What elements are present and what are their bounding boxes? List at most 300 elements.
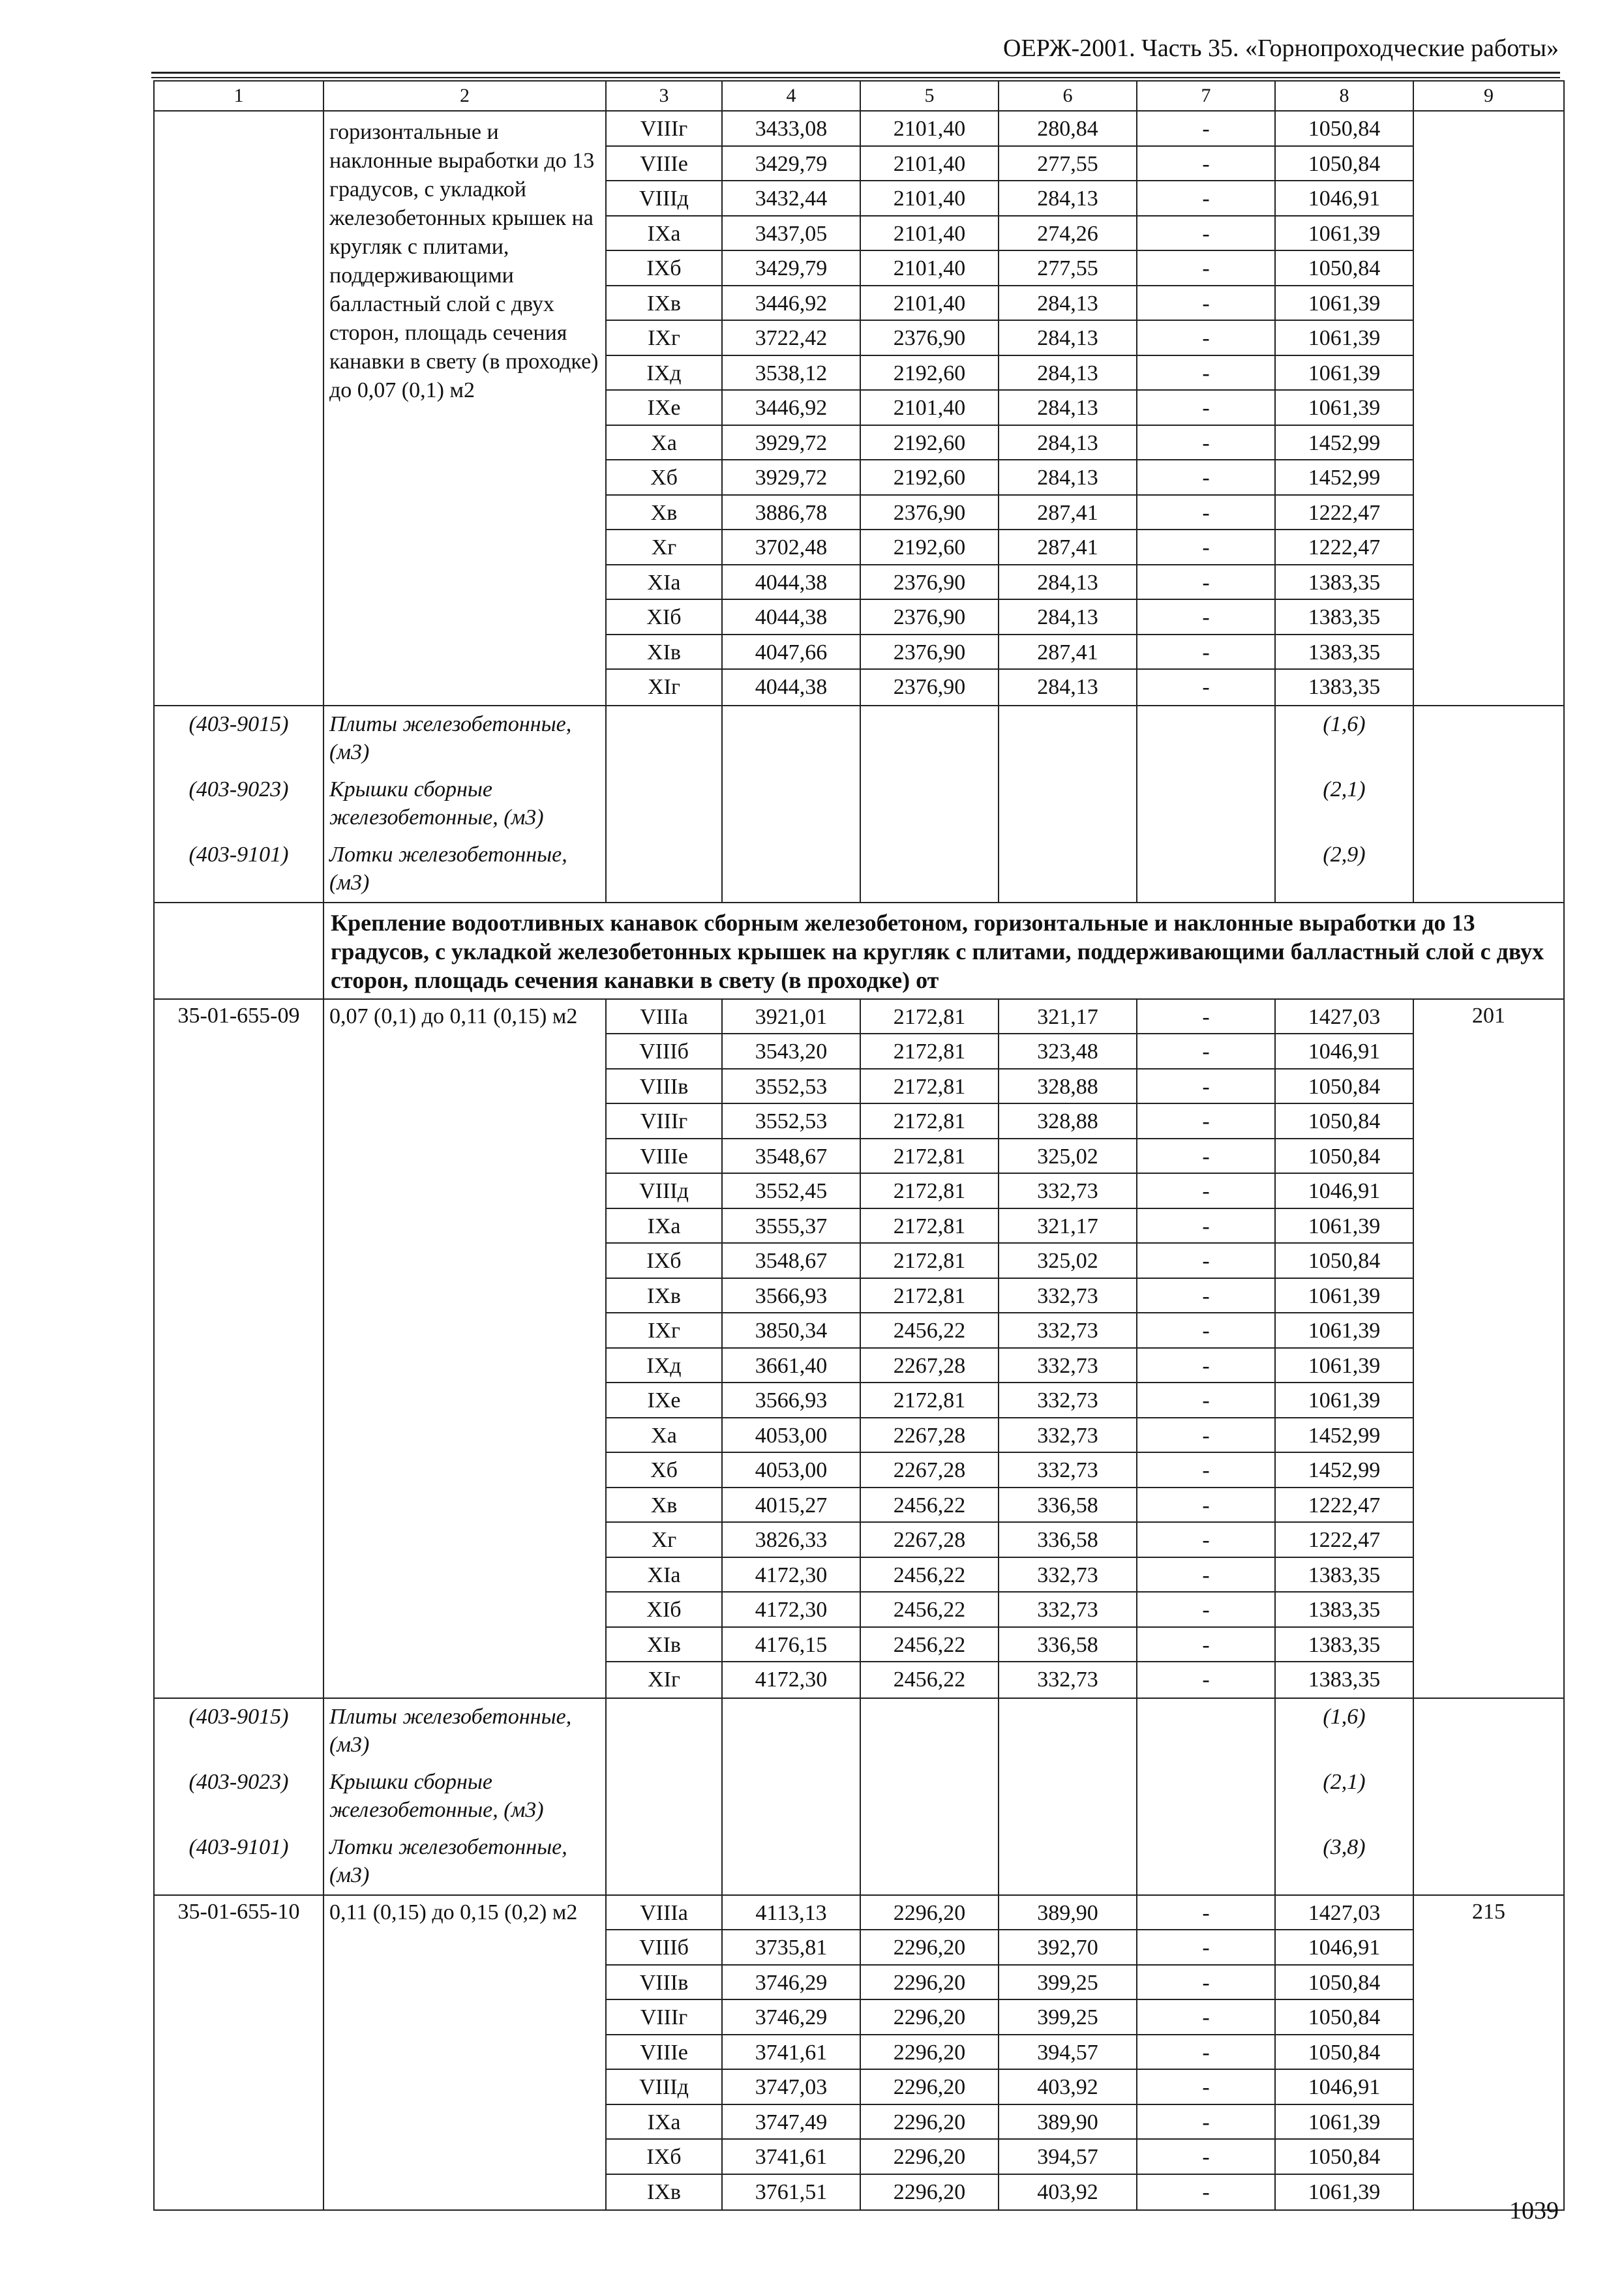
table-cell: 2192,60 <box>861 530 998 565</box>
empty-cell <box>722 1698 860 1895</box>
table-cell: IXа <box>607 2105 721 2140</box>
table-cell: IXб <box>607 251 721 286</box>
table-cell: 399,25 <box>999 1966 1136 2001</box>
table-cell: - <box>1202 2179 1210 2204</box>
table-cell: - <box>1137 2000 1274 2035</box>
table-cell: 3746,29 <box>723 2000 860 2035</box>
table-cell: IXб <box>607 2140 721 2175</box>
table-cell: - <box>1137 2070 1274 2105</box>
table-cell: 1061,39 <box>1276 1279 1413 1314</box>
rates-table <box>153 80 1565 2211</box>
table-cell: 2296,20 <box>861 2070 998 2105</box>
table-cell: 1383,35 <box>1276 600 1413 635</box>
table-cell: 1061,39 <box>1276 391 1413 426</box>
table-cell: 2296,20 <box>861 1930 998 1966</box>
empty-cell <box>722 706 860 903</box>
page-header: ОЕРЖ-2001. Часть 35. «Горнопроходческие работы» <box>1003 35 1559 62</box>
table-cell: 2296,20 <box>861 2140 998 2175</box>
table-cell: Xг <box>607 530 721 565</box>
table-cell: 3722,42 <box>723 321 860 356</box>
category-column <box>606 999 722 1698</box>
labor-hours: 201 <box>1413 999 1564 1698</box>
table-cell: 1061,39 <box>1276 1383 1413 1418</box>
table-cell: 3826,33 <box>723 1523 860 1558</box>
table-cell: 2172,81 <box>861 1104 998 1139</box>
labor-wages-column <box>860 1895 999 2211</box>
table-cell: - <box>1137 356 1274 391</box>
table-cell: VIIIе <box>607 1139 721 1174</box>
rate-code: 35-01-655-10 <box>154 1895 323 2211</box>
table-cell: - <box>1137 1000 1274 1035</box>
direct-costs-column <box>722 111 860 706</box>
table-cell: VIIIг <box>607 1104 721 1139</box>
table-cell: IXв <box>607 286 721 322</box>
table-cell: 277,55 <box>999 251 1136 286</box>
table-cell: 332,73 <box>999 1279 1136 1314</box>
work-description: 0,07 (0,1) до 0,11 (0,15) м2 <box>323 999 606 1698</box>
column-number: 7 <box>1137 81 1275 111</box>
table-cell: XIа <box>607 1558 721 1593</box>
table-cell: 4044,38 <box>723 600 860 635</box>
table-cell: 321,17 <box>999 1209 1136 1244</box>
table-cell: - <box>1137 1628 1274 1663</box>
table-cell: - <box>1137 1383 1274 1418</box>
table-cell: 2172,81 <box>861 1244 998 1279</box>
machine-operation-column <box>999 111 1137 706</box>
table-cell: 2376,90 <box>861 321 998 356</box>
table-cell: 2192,60 <box>861 426 998 461</box>
material-values <box>1275 706 1413 903</box>
table-cell: 323,48 <box>999 1034 1136 1070</box>
table-cell: 3446,92 <box>723 286 860 322</box>
table-cell: - <box>1137 286 1274 322</box>
table-cell: 3446,92 <box>723 391 860 426</box>
work-description: горизонтальные и наклонные выработки до 13 градусов, с укладкой железобетонных крышек на кругляк с плитами, поддерживающими балластный слой с двух сторон, площадь сечения канавки в свету (в проходке) до 0,07 (0,1) м2 <box>323 111 606 706</box>
table-cell: 332,73 <box>999 1174 1136 1209</box>
table-cell: 1050,84 <box>1276 1139 1413 1174</box>
table-cell: VIIIд <box>607 181 721 217</box>
table-cell: 287,41 <box>999 496 1136 531</box>
table-cell: 1061,39 <box>1276 217 1413 252</box>
table-cell: 394,57 <box>999 2035 1136 2071</box>
table-cell: - <box>1137 1418 1274 1454</box>
material-name: Плиты железобетонные, (м3) <box>329 711 572 764</box>
table-cell: 2456,22 <box>861 1313 998 1349</box>
table-cell: XIг <box>648 675 680 699</box>
rate-block-35-01-655-09 <box>154 999 1564 1698</box>
table-cell: 328,88 <box>999 1104 1136 1139</box>
labor-hours-cell <box>1413 111 1564 706</box>
table-cell: VIIIа <box>607 1000 721 1035</box>
table-cell: 2172,81 <box>861 1383 998 1418</box>
table-cell: 3741,61 <box>723 2140 860 2175</box>
table-cell: 3555,37 <box>723 1209 860 1244</box>
material-quantity: (1,6) <box>1323 1704 1366 1729</box>
table-cell: - <box>1137 1313 1274 1349</box>
table-cell: 2172,81 <box>861 1209 998 1244</box>
table-cell: XIб <box>607 600 721 635</box>
section-title-row <box>154 903 1564 999</box>
table-cell: 2172,81 <box>861 1279 998 1314</box>
table-cell: - <box>1137 530 1274 565</box>
table-cell: 1046,91 <box>1276 181 1413 217</box>
table-cell: VIIIе <box>607 147 721 182</box>
table-cell: 325,02 <box>999 1244 1136 1279</box>
table-cell: 287,41 <box>999 635 1136 670</box>
table-cell: 3552,53 <box>723 1070 860 1105</box>
work-description: 0,11 (0,15) до 0,15 (0,2) м2 <box>323 1895 606 2211</box>
section-title: Крепление водоотливных канавок сборным железобетоном, горизонтальные и наклонные выработки до 13 градусов, с укладкой железобетонных крышек на кругляк с плитами, поддерживающими балластный слой с двух сторон, площадь сечения канавки в свету (в проходке) от <box>323 903 1564 999</box>
table-cell: 2376,90 <box>861 635 998 670</box>
table-cell: - <box>1137 565 1274 601</box>
labor-wages-column <box>860 111 999 706</box>
header-rule-thin <box>151 77 1560 78</box>
table-cell: 4044,38 <box>755 675 828 699</box>
material-code: (403-9015) <box>188 711 289 736</box>
column-number: 5 <box>860 81 999 111</box>
table-cell: 1046,91 <box>1276 1034 1413 1070</box>
table-cell: 3702,48 <box>723 530 860 565</box>
materials-cost-column <box>1275 1895 1413 2211</box>
table-cell: 3929,72 <box>723 426 860 461</box>
table-cell: - <box>1137 1244 1274 1279</box>
table-cell: 2101,40 <box>861 217 998 252</box>
table-cell: 332,73 <box>999 1558 1136 1593</box>
table-cell: 332,73 <box>1037 1668 1098 1692</box>
table-cell: 4053,00 <box>723 1418 860 1454</box>
table-cell: 284,13 <box>999 286 1136 322</box>
empty-cell <box>1137 1698 1275 1895</box>
material-quantity: (3,8) <box>1323 1834 1366 1859</box>
driver-wages-column <box>1137 111 1275 706</box>
table-cell: - <box>1137 147 1274 182</box>
table-cell: 321,17 <box>999 1000 1136 1035</box>
table-cell: 328,88 <box>999 1070 1136 1105</box>
table-cell: - <box>1137 1139 1274 1174</box>
table-cell: 1061,39 <box>1276 356 1413 391</box>
table-cell: 2172,81 <box>861 1034 998 1070</box>
table-cell: 2267,28 <box>861 1453 998 1488</box>
table-cell: 1050,84 <box>1276 251 1413 286</box>
column-number: 9 <box>1413 81 1564 111</box>
table-cell: 287,41 <box>999 530 1136 565</box>
empty-cell <box>860 1698 999 1895</box>
table-cell: 3850,34 <box>723 1313 860 1349</box>
table-cell: XIа <box>607 565 721 601</box>
table-cell: - <box>1137 2105 1274 2140</box>
table-cell: IXа <box>607 1209 721 1244</box>
table-cell: IXг <box>607 1313 721 1349</box>
direct-costs-column <box>722 1895 860 2211</box>
table-cell: 2192,60 <box>861 356 998 391</box>
table-cell: 1050,84 <box>1276 1070 1413 1105</box>
table-cell: - <box>1137 1488 1274 1523</box>
table-cell: Xв <box>607 496 721 531</box>
table-cell: 284,13 <box>999 600 1136 635</box>
table-cell: 332,73 <box>999 1349 1136 1384</box>
table-cell: 1050,84 <box>1276 1966 1413 2001</box>
table-cell: VIIIд <box>607 2070 721 2105</box>
table-cell: IXв <box>607 1279 721 1314</box>
table-cell: VIIIа <box>607 1896 721 1931</box>
table-cell: 284,13 <box>999 181 1136 217</box>
table-cell: 4172,30 <box>723 1558 860 1593</box>
table-cell: 2296,20 <box>861 2105 998 2140</box>
table-cell: 3761,51 <box>755 2179 828 2204</box>
machine-operation-column <box>999 999 1137 1698</box>
material-values <box>1275 1698 1413 1895</box>
table-cell: 4172,30 <box>723 1593 860 1628</box>
table-cell: 1050,84 <box>1276 1104 1413 1139</box>
table-cell: 3566,93 <box>723 1383 860 1418</box>
empty-cell <box>1413 1698 1564 1895</box>
table-cell: 1046,91 <box>1276 1174 1413 1209</box>
table-cell: - <box>1137 391 1274 426</box>
table-cell: 3741,61 <box>723 2035 860 2071</box>
column-number: 4 <box>722 81 860 111</box>
table-cell: 1222,47 <box>1276 496 1413 531</box>
table-cell: Xб <box>607 1453 721 1488</box>
table-cell: 2296,20 <box>861 2000 998 2035</box>
table-cell: IXд <box>607 356 721 391</box>
table-cell: 2456,22 <box>861 1628 998 1663</box>
code-cell <box>154 111 323 706</box>
table-cell: 2296,20 <box>861 1966 998 2001</box>
table-cell: 3929,72 <box>723 460 860 496</box>
table-cell: - <box>1137 321 1274 356</box>
table-cell: - <box>1137 1034 1274 1070</box>
table-cell: 4176,15 <box>723 1628 860 1663</box>
material-quantity: (2,9) <box>1323 842 1366 867</box>
table-cell: 389,90 <box>999 2105 1136 2140</box>
table-cell: 1050,84 <box>1276 2000 1413 2035</box>
table-cell: 332,73 <box>999 1383 1136 1418</box>
table-cell: 2456,22 <box>861 1558 998 1593</box>
table-cell: 3543,20 <box>723 1034 860 1070</box>
table-cell: 1061,39 <box>1308 2179 1381 2204</box>
table-cell: 1427,03 <box>1276 1896 1413 1931</box>
column-number: 2 <box>323 81 606 111</box>
table-cell: - <box>1137 1104 1274 1139</box>
material-code: (403-9015) <box>188 1704 289 1729</box>
table-cell: - <box>1202 1668 1210 1692</box>
table-cell: 1452,99 <box>1276 1418 1413 1454</box>
table-cell: 1383,35 <box>1276 1628 1413 1663</box>
table-cell: VIIIе <box>607 2035 721 2071</box>
empty-cell <box>606 706 722 903</box>
table-cell: 2267,28 <box>861 1349 998 1384</box>
table-cell: 2376,90 <box>893 675 966 699</box>
table-cell: 2296,20 <box>861 1896 998 1931</box>
page-number: 1039 <box>1509 2197 1559 2224</box>
materials-cost-column <box>1275 111 1413 706</box>
table-cell: 1046,91 <box>1276 2070 1413 2105</box>
category-column <box>606 111 722 706</box>
table-cell: 394,57 <box>999 2140 1136 2175</box>
empty-cell <box>154 903 323 999</box>
table-cell: 2172,81 <box>861 1070 998 1105</box>
table-cell: 1050,84 <box>1276 112 1413 147</box>
table-cell: - <box>1137 1966 1274 2001</box>
table-cell: 1061,39 <box>1276 2105 1413 2140</box>
table-cell: 3432,44 <box>723 181 860 217</box>
table-cell: - <box>1137 496 1274 531</box>
table-cell: 3746,29 <box>723 1966 860 2001</box>
table-cell: 403,92 <box>1037 2179 1098 2204</box>
table-cell: VIIIг <box>607 112 721 147</box>
table-cell: 3548,67 <box>723 1139 860 1174</box>
material-names <box>323 1698 606 1895</box>
table-cell: - <box>1137 1453 1274 1488</box>
table-cell: - <box>1137 1209 1274 1244</box>
material-quantity: (2,1) <box>1323 777 1366 801</box>
table-cell: 284,13 <box>999 460 1136 496</box>
table-cell: IXа <box>607 217 721 252</box>
empty-cell <box>999 706 1137 903</box>
table-cell: VIIIв <box>607 1966 721 2001</box>
table-cell: Xв <box>607 1488 721 1523</box>
table-cell: 2376,90 <box>861 565 998 601</box>
material-codes <box>154 1698 323 1895</box>
table-cell: 3747,03 <box>723 2070 860 2105</box>
column-number: 1 <box>154 81 323 111</box>
direct-costs-column <box>722 999 860 1698</box>
table-cell: 2101,40 <box>861 147 998 182</box>
table-cell: 2101,40 <box>861 181 998 217</box>
table-cell: - <box>1137 1279 1274 1314</box>
table-cell: VIIIд <box>607 1174 721 1209</box>
table-cell: 284,13 <box>999 565 1136 601</box>
table-cell: IXв <box>647 2179 681 2204</box>
table-cell: 3886,78 <box>723 496 860 531</box>
table-cell: 2101,40 <box>861 391 998 426</box>
table-cell: - <box>1137 112 1274 147</box>
table-cell: 336,58 <box>999 1488 1136 1523</box>
table-cell: 1061,39 <box>1276 286 1413 322</box>
table-cell: 1050,84 <box>1276 1244 1413 1279</box>
table-cell: 1383,35 <box>1276 1558 1413 1593</box>
table-cell: 3552,45 <box>723 1174 860 1209</box>
table-cell: 1383,35 <box>1308 675 1381 699</box>
table-cell: 1222,47 <box>1276 1523 1413 1558</box>
table-cell: IXг <box>607 321 721 356</box>
table-cell: 1452,99 <box>1276 460 1413 496</box>
table-cell: 2456,22 <box>861 1593 998 1628</box>
table-cell: - <box>1137 1523 1274 1558</box>
table-cell: XIб <box>607 1593 721 1628</box>
table-cell: 3429,79 <box>723 251 860 286</box>
material-name: Лотки железобетонные, (м3) <box>329 1834 567 1887</box>
table-cell: 3661,40 <box>723 1349 860 1384</box>
table-cell: 2456,22 <box>861 1488 998 1523</box>
table-cell: - <box>1137 1070 1274 1105</box>
table-cell: 4113,13 <box>723 1896 860 1931</box>
table-cell: 4047,66 <box>723 635 860 670</box>
driver-wages-column <box>1137 999 1275 1698</box>
table-cell: IXе <box>607 1383 721 1418</box>
table-cell: 2172,81 <box>861 1000 998 1035</box>
table-cell: 280,84 <box>999 112 1136 147</box>
table-cell: XIв <box>607 1628 721 1663</box>
table-cell: 284,13 <box>999 426 1136 461</box>
labor-wages-column <box>860 999 999 1698</box>
table-cell: 3735,81 <box>723 1930 860 1966</box>
material-names <box>323 706 606 903</box>
table-cell: - <box>1137 251 1274 286</box>
table-cell: - <box>1137 635 1274 670</box>
empty-cell <box>999 1698 1137 1895</box>
table-cell: 284,13 <box>1037 675 1098 699</box>
material-codes <box>154 706 323 903</box>
table-cell: 1452,99 <box>1276 426 1413 461</box>
table-cell: 1383,35 <box>1276 565 1413 601</box>
table-cell: 332,73 <box>999 1593 1136 1628</box>
material-name: Лотки железобетонные, (м3) <box>329 842 567 895</box>
table-cell: - <box>1137 1558 1274 1593</box>
table-cell: - <box>1137 181 1274 217</box>
material-name: Крышки сборные железобетонные, (м3) <box>329 1769 544 1822</box>
table-cell: - <box>1137 217 1274 252</box>
table-cell: 403,92 <box>999 2070 1136 2105</box>
table-cell: 1050,84 <box>1276 2140 1413 2175</box>
table-cell: 2267,28 <box>861 1418 998 1454</box>
table-cell: XIг <box>648 1668 680 1692</box>
rate-block-1 <box>154 111 1564 706</box>
table-cell: 1222,47 <box>1276 530 1413 565</box>
table-cell: 2376,90 <box>861 600 998 635</box>
table-cell: IXд <box>607 1349 721 1384</box>
category-column <box>606 1895 722 2211</box>
table-cell: 1061,39 <box>1276 1313 1413 1349</box>
table-cell: 3437,05 <box>723 217 860 252</box>
machine-operation-column <box>999 1895 1137 2211</box>
table-cell: - <box>1137 600 1274 635</box>
column-number: 8 <box>1275 81 1413 111</box>
table-cell: 1061,39 <box>1276 1209 1413 1244</box>
table-cell: - <box>1137 1174 1274 1209</box>
driver-wages-column <box>1137 1895 1275 2211</box>
table-cell: 332,73 <box>999 1453 1136 1488</box>
table-cell: 1427,03 <box>1276 1000 1413 1035</box>
table-cell: 332,73 <box>999 1418 1136 1454</box>
materials-row <box>154 706 1564 903</box>
material-name: Плиты железобетонные, (м3) <box>329 1704 572 1757</box>
table-cell: 284,13 <box>999 391 1136 426</box>
table-cell: 3747,49 <box>723 2105 860 2140</box>
table-cell: - <box>1137 460 1274 496</box>
column-number-row <box>154 81 1564 111</box>
material-quantity: (1,6) <box>1323 711 1366 736</box>
materials-row <box>154 1698 1564 1895</box>
column-number: 6 <box>999 81 1137 111</box>
column-number: 3 <box>606 81 722 111</box>
table-cell: Xг <box>607 1523 721 1558</box>
table-cell: 2296,20 <box>861 2035 998 2071</box>
table-cell: - <box>1137 426 1274 461</box>
table-cell: 2376,90 <box>861 496 998 531</box>
table-cell: IXб <box>607 1244 721 1279</box>
table-cell: 1222,47 <box>1276 1488 1413 1523</box>
table-cell: 284,13 <box>999 356 1136 391</box>
table-cell: 3538,12 <box>723 356 860 391</box>
table-cell: 4044,38 <box>723 565 860 601</box>
labor-hours: 215 <box>1413 1895 1564 2211</box>
material-code: (403-9023) <box>188 1769 289 1794</box>
table-cell: 1383,35 <box>1276 1593 1413 1628</box>
table-cell: VIIIб <box>607 1930 721 1966</box>
header-rule <box>151 72 1560 74</box>
table-cell: 1061,39 <box>1276 1349 1413 1384</box>
